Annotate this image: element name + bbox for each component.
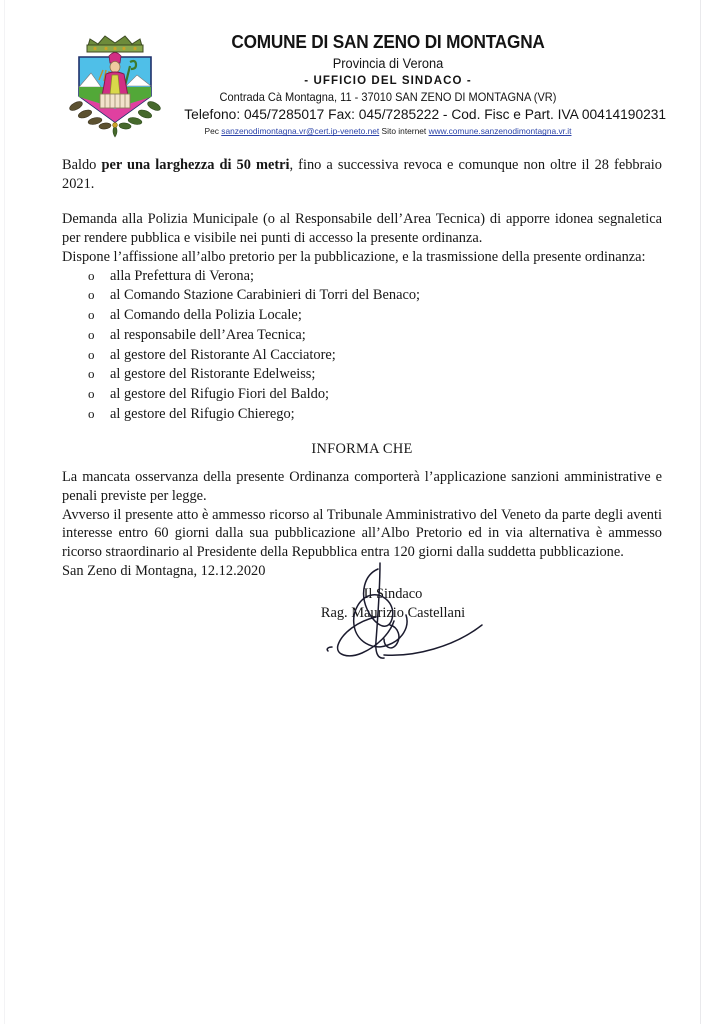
address-line: Contrada Cà Montagna, 11 - 37010 SAN ZENO DI MONTAGNA (VR) [219,90,557,104]
list-item-label: al gestore del Rifugio Chierego; [110,405,295,422]
heading-spacer [62,459,662,468]
continuation-lead: Baldo [62,157,102,173]
pec-email-link[interactable]: sanzenodimontagna.vr@cert.ip-veneto.net [221,126,380,137]
list-bullet-marker: o [88,346,95,362]
scan-artifact-line-left [4,0,5,1024]
document-body [62,156,662,581]
list-item-label: alla Prefettura di Verona; [110,267,254,284]
list-item [62,385,662,405]
municipality-title: COMUNE DI SAN ZENO DI MONTAGNA [231,31,545,52]
list-item [62,306,662,326]
list-item [62,365,662,385]
list-item-label: al gestore del Ristorante Al Cacciatore; [110,346,336,363]
continuation-bold: per una larghezza di 50 metri [101,157,290,173]
signatory-role: Il Sindaco [363,586,423,602]
phone-tax-line: Telefono: 045/7285017 Fax: 045/7285222 - Cod. Fisc e Part. IVA 00414190231 [184,106,667,123]
list-item-label: al gestore del Rifugio Fiori del Baldo; [110,386,330,402]
pec-website-line [178,126,598,138]
list-item [62,346,662,366]
list-item-label: al Comando Stazione Carabinieri di Torri del Benaco; [110,287,421,304]
list-item [62,405,662,425]
recipients-list [62,267,662,425]
list-item-label: al responsabile dell’Area Tecnica; [110,326,306,343]
website-label: Sito internet [381,126,427,137]
paragraph-continuation [62,156,662,193]
list-item [62,286,662,306]
scan-artifact-line [700,0,701,1024]
municipal-crest-icon [62,26,168,142]
office-line: - UFFICIO DEL SINDACO - [304,74,472,87]
list-bullet-marker: o [88,267,95,283]
list-bullet-marker: o [88,386,95,401]
list-bullet-marker: o [88,326,95,342]
paragraph-dispone: Dispone l’affissione all’albo pretorio per la pubblicazione, e la trasmissione della presente ordinanza: [62,248,646,265]
continuation-tail: , fino a successiva revoca e comunque non oltre il 28 febbraio 2021. [62,157,662,192]
letterhead [0,22,724,142]
signatory-name: Rag. Maurizio Castellani [320,604,466,621]
signature-block [62,585,662,695]
list-bullet-marker: o [88,287,95,303]
list-bullet-marker: o [88,405,95,421]
list-item [62,326,662,346]
list-bullet-marker: o [88,307,95,323]
list-item [62,267,662,287]
paragraph-ricorso: Avverso il presente atto è ammesso ricorso al Tribunale Amministrativo del Veneto da parte degli aventi interesse entro 60 giorni dalla sua pubblicazione all’Albo Pretorio ed in via alternativa è ammesso ricorso straordinario al Presidente della Repubblica entra 120 giorni dalla suddetta pubblicazione. [62,506,662,561]
pec-label: Pec [204,126,219,137]
province-line: Provincia di Verona [332,55,444,71]
list-item-label: al gestore del Ristorante Edelweiss; [110,366,316,383]
signature-names [278,585,508,622]
website-link[interactable]: www.comune.sanzenodimontagna.vr.it [428,126,572,137]
list-item-label: al Comando della Polizia Locale; [110,307,302,324]
letterhead-text [178,31,667,138]
place-and-date: San Zeno di Montagna, 12.12.2020 [62,562,266,579]
paragraph-sanzioni: La mancata osservanza della presente Ordinanza comporterà l’applicazione sanzioni amministrative e penali previste per legge. [62,469,662,504]
list-bullet-marker: o [88,366,95,382]
informa-heading: INFORMA CHE [311,441,413,458]
paragraph-spacer [62,193,662,210]
paragraph-demanda: Demanda alla Polizia Municipale (o al Responsabile dell’Area Tecnica) di apporre idonea segnaletica per rendere pubblica e visibile nei punti di accesso la presente ordinanza. [62,211,662,247]
